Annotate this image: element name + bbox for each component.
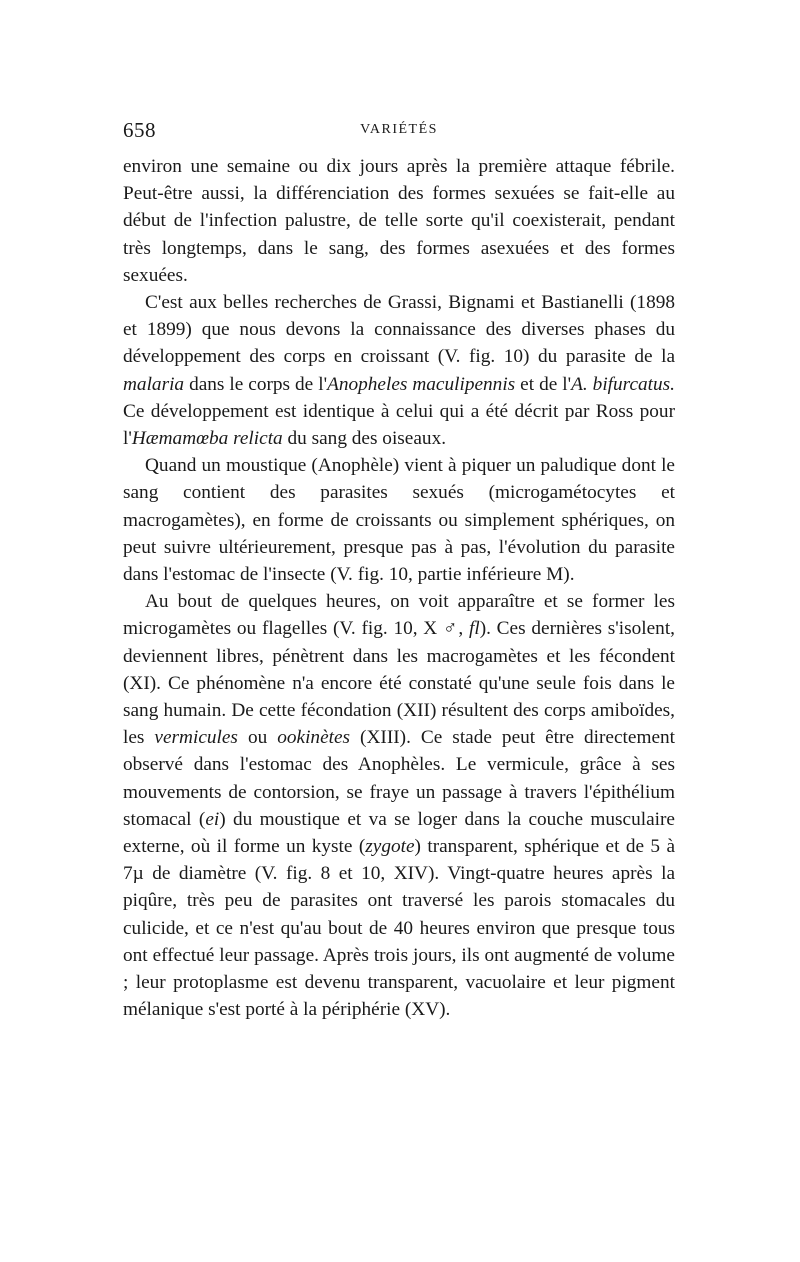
text-run: environ une semaine ou dix jours après la première attaque fébrile. Peut-être aussi, la différenciation des formes sexuées se fait-elle au début de l'infection palustre, de telle sorte qu'il coexisterait, pendant très longtemps, dans le sang, des formes asexuées et des formes sexuées. (123, 156, 675, 286)
running-title: VARIÉTÉS (360, 122, 438, 137)
text-run: (XIII). Ce stade peut être directement observé dans l'estomac des Anophèles. Le vermicule, grâce à ses mouvements de contorsion, se fraye un passage à travers l'épithélium stomacal ( (123, 727, 676, 830)
italic-text: A. bifurcatus. (571, 373, 675, 395)
paragraph (123, 153, 675, 289)
text-run: ) transparent, sphérique et de 5 à 7µ de diamètre (V. fig. 8 et 10, XIV). Vingt-quatre heures après la piqûre, très peu de parasites ont traversé les parois stomacales du culicide, et ce n'est qu'au bout de 40 heures environ que presque tous ont effectué leur passage. Après trois jours, ils ont augmenté de volume ; leur protoplasme est devenu transparent, vacuolaire et leur pigment mélanique s'est porté à la périphérie (XV). (123, 836, 675, 1021)
italic-text: fl (468, 618, 480, 640)
italic-text: ookinètes (277, 727, 351, 749)
text-run: et de l' (515, 373, 572, 395)
text-run: ou (237, 727, 278, 749)
italic-text: vermicules (154, 727, 238, 749)
text-run: ). Ces dernières s'isolent, deviennent libres, pénètrent dans les macrogamètes et les fécondent (XI). Ce phénomène n'a encore été constaté qu'une seule fois dans le sang humain. De cette fécondation (XII) résultent des corps amiboïdes, les (123, 618, 675, 749)
text-run: Au bout de quelques heures, on voit apparaître et se former les microgamètes ou flagelles (V. fig. 10, X ♂, (123, 591, 675, 640)
text-run: ) du moustique et va se loger dans la couche musculaire externe, où il forme un kyste ( (123, 808, 675, 858)
italic-text: Anopheles maculipennis (327, 373, 516, 395)
italic-text: malaria (123, 373, 185, 395)
italic-text: zygote (365, 836, 415, 858)
page-header (123, 118, 675, 148)
text-run: C'est aux belles recherches de Grassi, Bignami et Bastianelli (1898 et 1899) que nous devons la connaissance des diverses phases du développement des corps en croissant (V. fig. 10) du parasite de la (123, 292, 675, 368)
text-run: dans le corps de l' (184, 373, 328, 395)
italic-text: Hæmamœba relicta (131, 428, 283, 450)
italic-text: ei (205, 808, 220, 830)
text-run: Ce développement est identique à celui qui a été décrit par Ross pour l' (123, 400, 675, 450)
paragraph (123, 588, 675, 1023)
body-text (123, 153, 675, 1024)
text-run: Quand un moustique (Anophèle) vient à piquer un paludique dont le sang contient des parasites sexués (microgamétocytes et macrogamètes), en forme de croissants ou simplement sphériques, on peut suivre ultérieurement, presque pas à pas, l'évolution du parasite dans l'estomac de l'insecte (V. fig. 10, partie inférieure M). (123, 455, 675, 586)
text-run: du sang des oiseaux. (282, 428, 447, 450)
paragraph (123, 289, 675, 452)
page-number: 658 (123, 118, 156, 142)
paragraph (123, 452, 675, 588)
